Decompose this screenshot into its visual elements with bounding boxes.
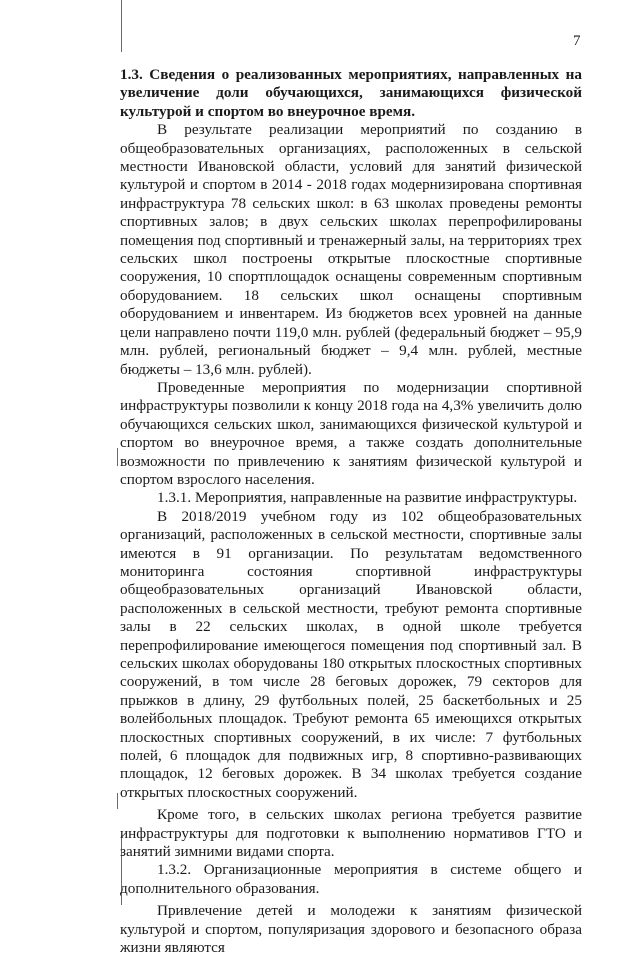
document-body [120, 66, 582, 958]
section-heading: 1.3. Сведения о реализованных мероприятиях, направленных на увеличение доли обучающихся, занимающихся физической культурой и спортом во внеурочное время. [120, 66, 582, 120]
subsection-heading-1-3-1: 1.3.1. Мероприятия, направленные на развитие инфраструктуры. [157, 489, 578, 507]
paragraph-infrastructure-status: В 2018/2019 учебном году из 102 общеобразовательных организаций, расположенных в сельской местности, спортивные залы имеются в 91 организации. По результатам ведомственного мониторинга состояния спортивной инфраструктуры общеобразовательных организаций Ивановской области, расположенных в сельской местности, требуют ремонта спортивные залы в 22 сельских школах, в одной школе требуется перепрофилирование имеющегося помещения под спортивный зал. В сельских школах оборудованы 180 открытых плоскостных спортивных сооружений, в том числе 28 беговых дорожек, 79 секторов для прыжков в длину, 29 футбольных полей, 25 баскетбольных и 25 волейбольных площадок. Требуют ремонта 65 имеющихся открытых плоскостных спортивных сооружений, в их числе: 7 футбольных полей, 6 площадок для подвижных игр, 8 спортивно-развивающих площадок, 12 беговых дорожек. В 34 школах требуется создание открытых плоскостных сооружений. [120, 507, 582, 801]
paragraph-youth-involvement: Привлечение детей и молодежи к занятиям физической культурой и спортом, популяризация здорового и безопасного образа жизни являются [120, 902, 582, 957]
page-number: 7 [573, 33, 581, 49]
paragraph-measures-effect: Проведенные мероприятия по модернизации спортивной инфраструктуры позволили к концу 2018 года на 4,3% увеличить долю обучающихся сельских школ, занимающихся физической культурой и спортом во внеурочное время, а также создать дополнительные возможности по привлечению к занятиям физической культурой и спортом взрослого населения. [120, 378, 582, 488]
scan-mark-top [121, 0, 122, 52]
scan-mark-mid [117, 448, 118, 466]
paragraph-modernization-results: В результате реализации мероприятий по созданию в общеобразовательных организациях, расположенных в сельской местности Ивановской области, условий для занятий физической культурой и спортом в 2014 - 2018 годах модернизирована спортивная инфраструктура 78 сельских школ: в 63 школах проведены ремонты спортивных залов; в двух сельских школах перепрофилированы помещения под спортивный и тренажерный залы, на территориях трех сельских школ построены открытые плоскостные спортивные сооружения, 10 спортплощадок оснащены современным спортивным оборудованием. 18 сельских школ оснащены спортивным оборудованием и инвентарем. Из бюджетов всех уровней на данные цели направлено почти 119,0 млн. рублей (федеральный бюджет – 95,9 млн. рублей, региональный бюджет – 9,4 млн. рублей, местные бюджеты – 13,6 млн. рублей). [120, 121, 582, 378]
scan-mark-lower [117, 793, 118, 809]
subsection-heading-1-3-2: 1.3.2. Организационные мероприятия в системе общего и дополнительного образования. [120, 861, 582, 897]
paragraph-gto-infrastructure: Кроме того, в сельских школах региона требуется развитие инфраструктуры для подготовки к выполнению нормативов ГТО и занятий зимними видами спорта. [120, 806, 582, 861]
